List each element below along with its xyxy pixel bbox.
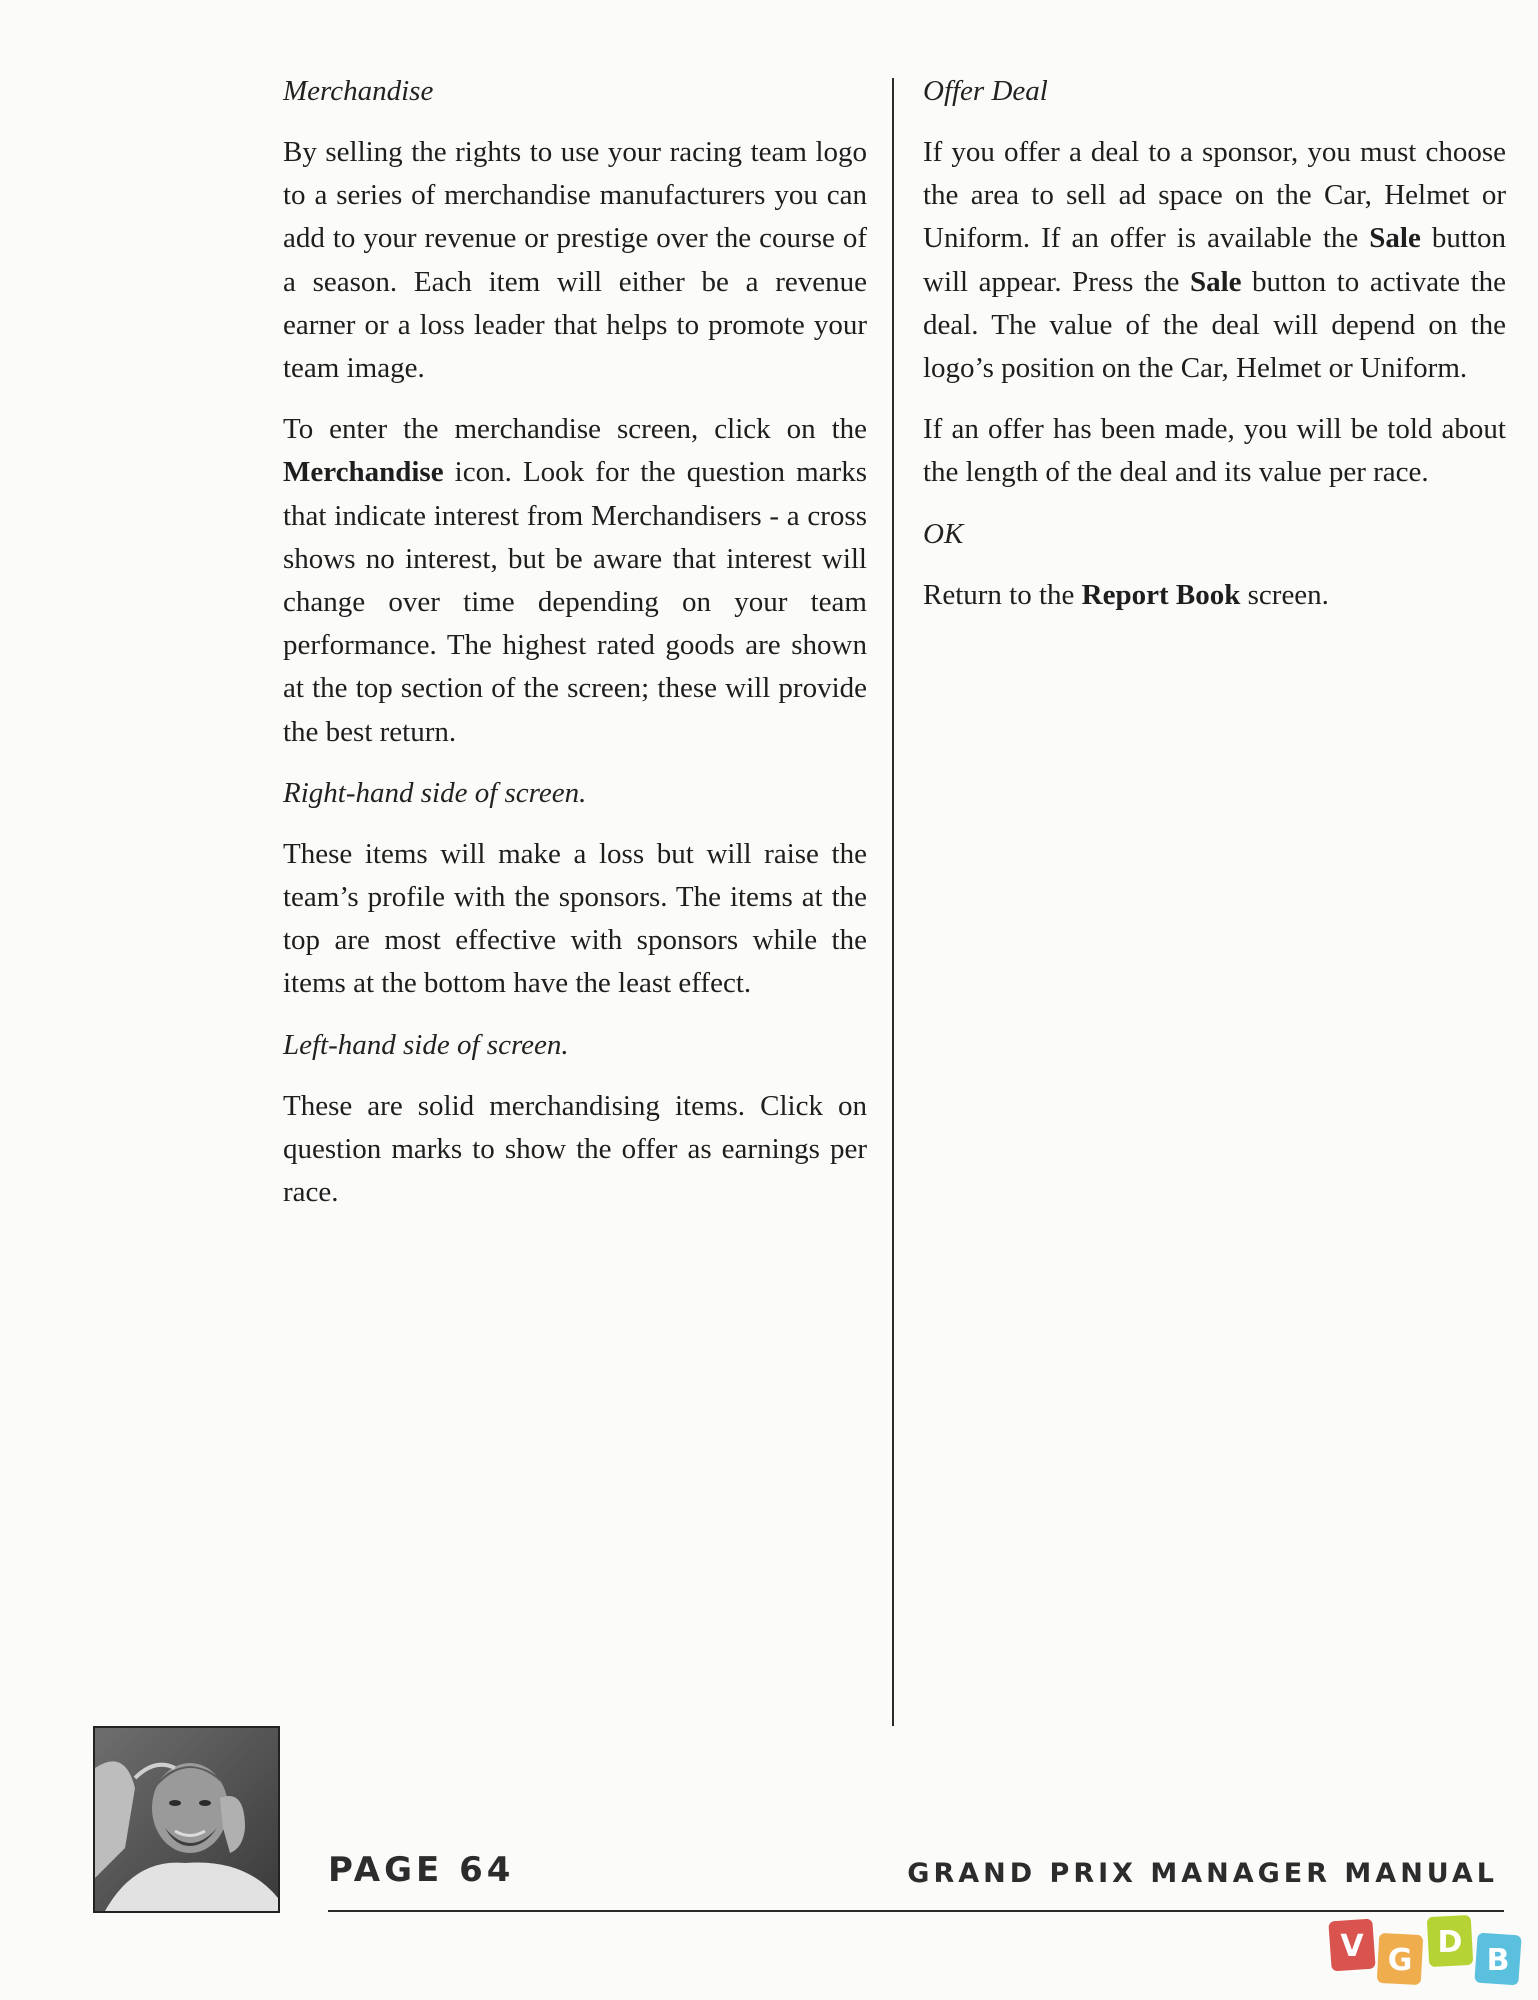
watermark-letter: B: [1486, 1943, 1510, 1978]
offer-made-paragraph: If an offer has been made, you will be told about the length of the deal and its value per race.: [923, 413, 1506, 489]
vgdb-watermark-logo: [1328, 1912, 1528, 1992]
left-column: [283, 70, 867, 1232]
column-divider: [892, 78, 894, 1726]
right-hand-side-paragraph: These items will make a loss but will raise the team’s profile with the sponsors. The items at the top are most effective with sponsors while the items at the bottom have the least effect.: [283, 837, 867, 1000]
watermark-letter: G: [1387, 1943, 1413, 1978]
ok-paragraph: Return to the Report Book screen.: [923, 578, 1329, 611]
page-number: PAGE 64: [328, 1850, 515, 1890]
sale-term: Sale: [1189, 265, 1242, 298]
merchandise-term: Merchandise: [283, 456, 444, 489]
manual-title: GRAND PRIX MANAGER MANUAL: [907, 1858, 1498, 1889]
offer-deal-paragraph: If you offer a deal to a sponsor, you must choose the area to sell ad space on the Car, Helmet or Uniform. If an offer is available the Sale button will appear. Press the Sale button to activate the deal. The value of the deal will depend on the logo’s position on the Car, Helmet or Uniform.: [923, 136, 1506, 385]
left-hand-side-heading: Left-hand side of screen.: [283, 1028, 569, 1061]
manager-photo-image: [95, 1728, 278, 1911]
sale-term: Sale: [1369, 222, 1421, 255]
watermark-letter: V: [1340, 1929, 1364, 1964]
left-hand-side-paragraph: These are solid merchandising items. Click on question marks to show the offer as earnings per race.: [283, 1089, 867, 1209]
watermark-letter: D: [1437, 1925, 1463, 1960]
report-book-term: Report Book: [1081, 578, 1241, 611]
right-hand-side-heading: Right-hand side of screen.: [283, 776, 587, 809]
merchandise-screen-paragraph: To enter the merchandise screen, click on the Merchandise icon. Look for the question marks that indicate interest from Merchandisers - a cross shows no interest, but be aware that interest will change over time depending on your team performance. The highest rated goods are shown at the top section of the screen; these will provide the best return.: [283, 413, 867, 748]
ok-heading: OK: [923, 517, 964, 550]
merchandise-heading: Merchandise: [283, 75, 434, 107]
manager-photo: [93, 1726, 280, 1913]
merchandise-intro-paragraph: By selling the rights to use your racing team logo to a series of merchandise manufacturers you can add to your revenue or prestige over the course of a season. Each item will either be a revenue earner or a loss leader that helps to promote your team image.: [283, 136, 867, 385]
offer-deal-heading: Offer Deal: [923, 75, 1048, 107]
right-column: [923, 70, 1506, 635]
